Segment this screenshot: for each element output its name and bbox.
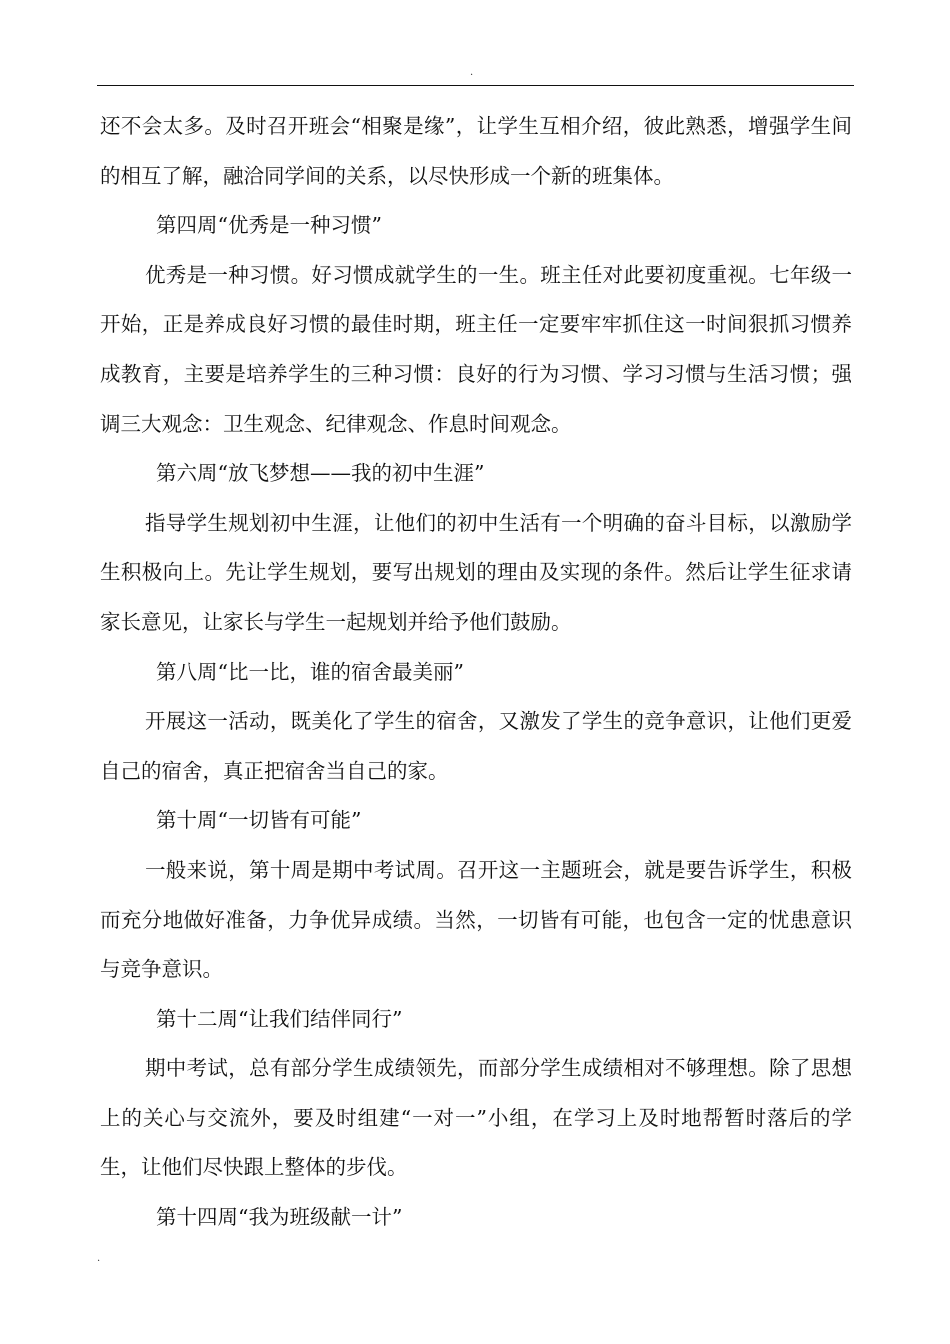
section-heading-week-14: 第十四周“我为班级献一计”	[156, 1205, 403, 1230]
section-heading-week-6: 第六周“放飞梦想——我的初中生涯”	[156, 461, 485, 486]
header-mark: .	[470, 67, 474, 78]
paragraph-week-6: 指导学生规划初中生涯，让他们的初中生活有一个明确的奋斗目标，以激励学生积极向上。先让学生规划，要写出规划的理由及实现的条件。然后让学生征求请家长意见，让家长与学生一起规划并给予他们鼓励。	[100, 510, 852, 634]
header-rule	[97, 85, 854, 86]
paragraph-week-10: 一般来说，第十周是期中考试周。召开这一主题班会，就是要告诉学生，积极而充分地做好准备，力争优异成绩。当然，一切皆有可能，也包含一定的忧患意识与竞争意识。	[100, 857, 852, 982]
footer-mark: .	[97, 1253, 101, 1264]
paragraph-week-12: 期中考试，总有部分学生成绩领先，而部分学生成绩相对不够理想。除了思想上的关心与交流外，要及时组建“一对一”小组，在学习上及时地帮暂时落后的学生，让他们尽快跟上整体的步伐。	[100, 1056, 852, 1180]
section-heading-week-8: 第八周“比一比，谁的宿舍最美丽”	[156, 659, 464, 684]
section-heading-week-10: 第十周“一切皆有可能”	[156, 808, 362, 833]
section-heading-week-12: 第十二周“让我们结伴同行”	[156, 1006, 403, 1031]
section-heading-week-4: 第四周“优秀是一种习惯”	[156, 213, 382, 238]
document-body	[100, 102, 852, 1243]
paragraph-continuation: 还不会太多。及时召开班会“相聚是缘”，让学生互相介绍，彼此熟悉，增强学生间的相互了解，融洽同学间的关系，以尽快形成一个新的班集体。	[100, 114, 852, 188]
paragraph-week-4: 优秀是一种习惯。好习惯成就学生的一生。班主任对此要初度重视。七年级一开始，正是养成良好习惯的最佳时期，班主任一定要牢牢抓住这一时间狠抓习惯养成教育，主要是培养学生的三种习惯：良好的行为习惯、学习习惯与生活习惯；强调三大观念：卫生观念、纪律观念、作息时间观念。	[100, 262, 852, 436]
paragraph-week-8: 开展这一活动，既美化了学生的宿舍，又激发了学生的竞争意识，让他们更爱自己的宿舍，真正把宿舍当自己的家。	[100, 709, 852, 783]
